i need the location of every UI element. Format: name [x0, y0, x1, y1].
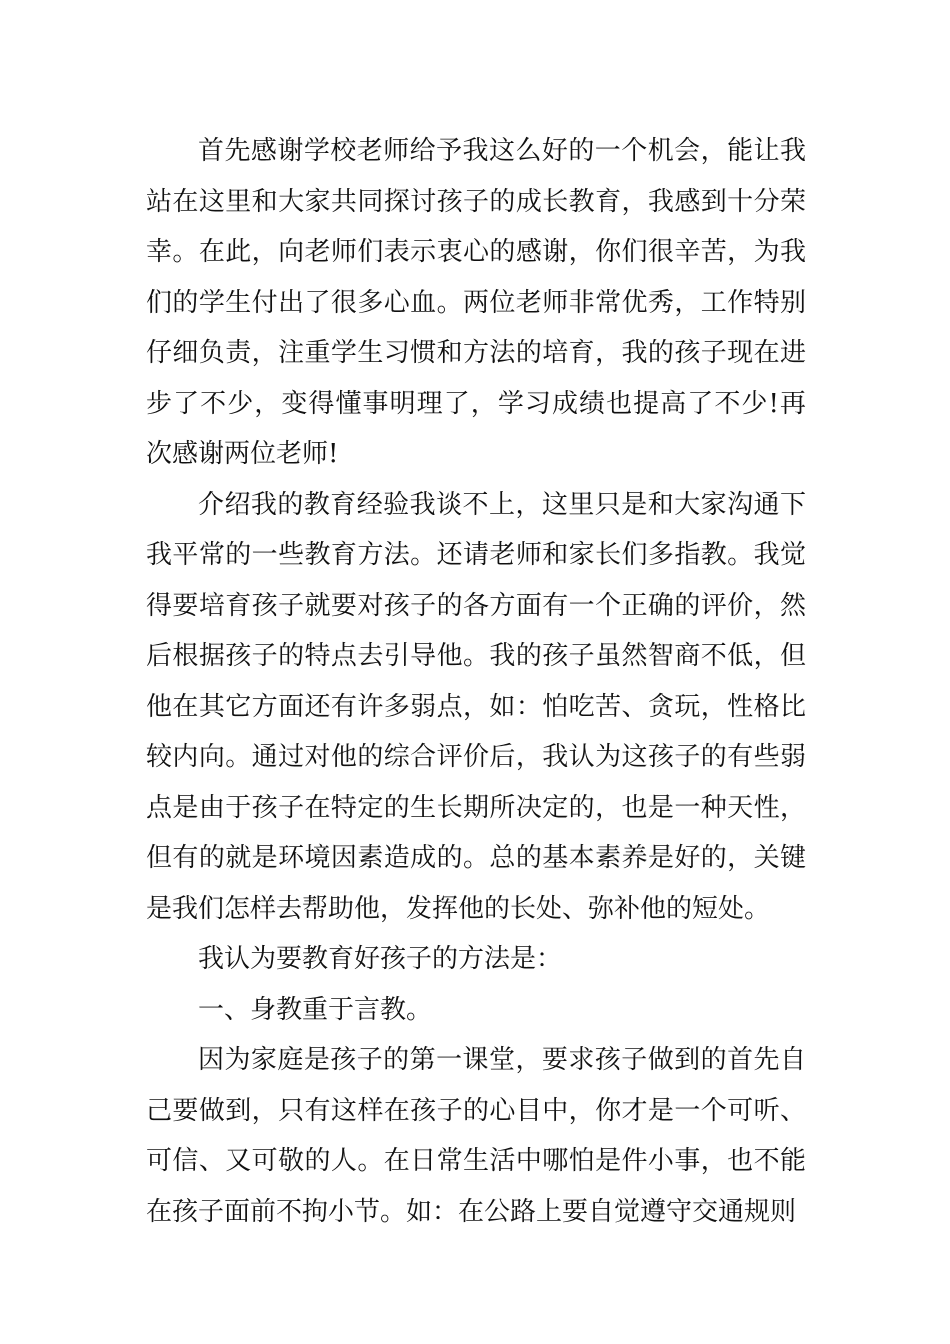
paragraph-thanks: 首先感谢学校老师给予我这么好的一个机会，能让我站在这里和大家共同探讨孩子的成长教育，我感到十分荣幸。在此，向老师们表示衷心的感谢，你们很辛苦，为我们的学生付出了很多心血。两位老师非常优秀，工作特别仔细负责，注重学生习惯和方法的培育，我的孩子现在进步了不少，变得懂事明理了，学习成绩也提高了不少!再次感谢两位老师! — [146, 136, 806, 469]
paragraph-home-classroom: 因为家庭是孩子的第一课堂，要求孩子做到的首先自己要做到，只有这样在孩子的心目中，你才是一个可听、可信、又可敬的人。在日常生活中哪怕是件小事，也不能在孩子面前不拘小节。如：在公路上要自觉遵守交通规则 — [146, 1045, 806, 1227]
paragraph-methods-intro: 我认为要教育好孩子的方法是： — [198, 944, 563, 974]
paragraph-experience: 介绍我的教育经验我谈不上，这里只是和大家沟通下我平常的一些教育方法。还请老师和家长们多指教。我觉得要培育孩子就要对孩子的各方面有一个正确的评价，然后根据孩子的特点去引导他。我的孩子虽然智商不低，但他在其它方面还有许多弱点，如：怕吃苦、贪玩，性格比较内向。通过对他的综合评价后，我认为这孩子的有些弱点是由于孩子在特定的生长期所决定的，也是一种天性，但有的就是环境因素造成的。总的基本素养是好的，关键是我们怎样去帮助他，发挥他的长处、弥补他的短处。 — [146, 489, 806, 924]
document-body — [146, 126, 806, 1237]
paragraph-heading-one: 一、身教重于言教。 — [198, 994, 433, 1025]
